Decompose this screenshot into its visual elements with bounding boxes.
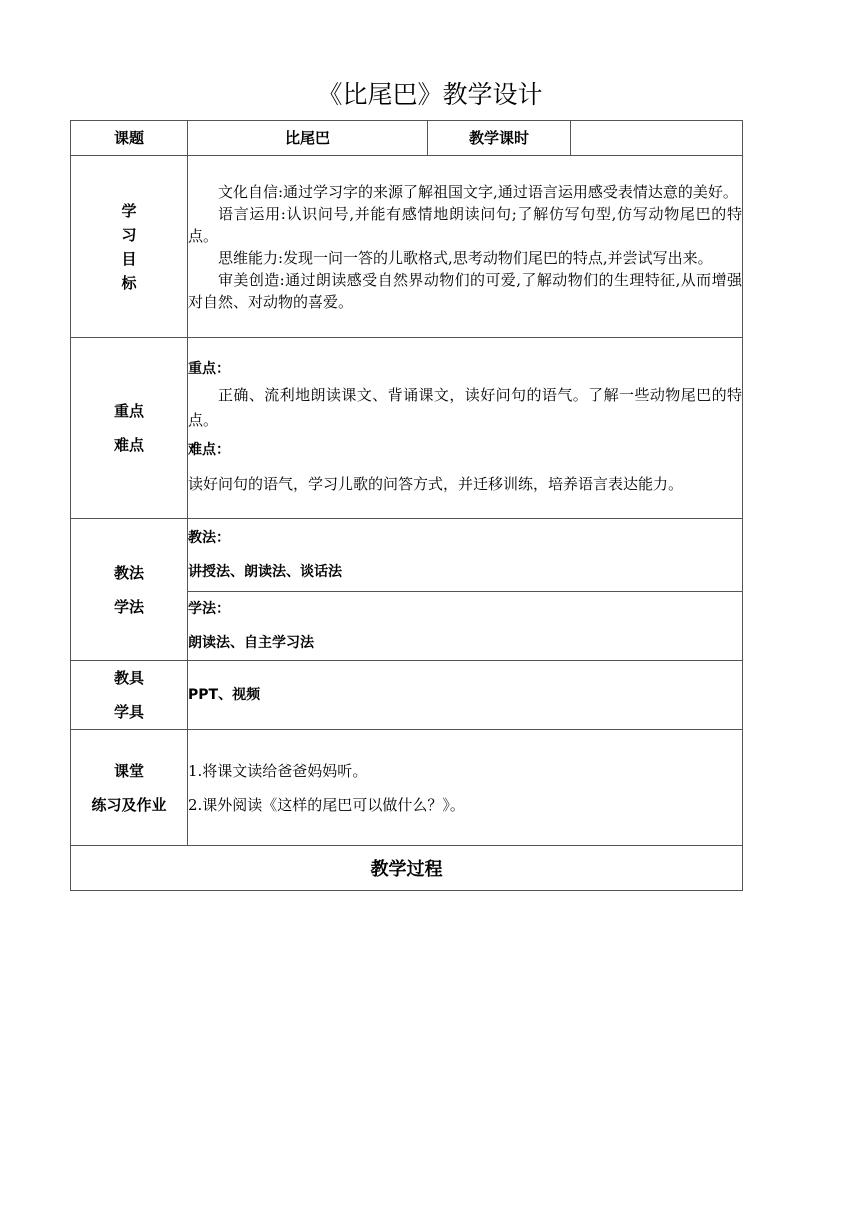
key-text: 正确、流利地朗读课文、背诵课文，读好问句的语气。了解一些动物尾巴的特点。 [188,386,742,429]
lesson-info-row [71,121,743,156]
teaching-heading: 教法： [188,530,230,546]
teaching-method-row [71,519,743,592]
objective-language: 语言运用:认识问号,并能有感情地朗读问句;了解仿写句型,仿写动物尾巴的特点。 [188,204,742,245]
topic-label: 课题 [71,121,188,156]
homework-row [71,730,743,846]
objectives-content [188,156,743,338]
tools-label: 教具 学具 [71,661,188,730]
teaching-method-content [188,519,743,592]
teaching-text: 讲授法、朗读法、谈话法 [188,564,342,580]
key-heading: 重点： [188,361,230,377]
tools-content [188,661,743,730]
lesson-plan-table [70,120,743,891]
objective-culture: 文化自信:通过学习字的来源了解祖国文字,通过语言运用感受表情达意的美好。 [218,182,738,201]
objective-aesthetic: 审美创造:通过朗读感受自然界动物们的可爱,了解动物们的生理特征,从而增强对自然、对动物的喜爱。 [188,270,742,311]
objectives-row [71,156,743,338]
process-row [71,846,743,891]
objectives-label: 学 习 目 标 [71,156,188,338]
focus-label: 重点 难点 [71,338,188,519]
difficulty-heading: 难点： [188,442,230,458]
hours-value [571,121,743,156]
tools-row [71,661,743,730]
methods-label: 教法 学法 [71,519,188,661]
process-heading: 教学过程 [71,846,743,891]
topic-value: 比尾巴 [188,121,428,156]
focus-row [71,338,743,519]
hours-label: 教学课时 [428,121,571,156]
learning-method-content [188,592,743,661]
focus-content [188,338,743,519]
difficulty-text: 读好问句的语气，学习儿歌的问答方式，并迁移训练，培养语言表达能力。 [188,475,684,493]
tools-text: PPT、视频 [188,687,261,703]
homework-content [188,730,743,846]
homework-item: 1.将课文读给爸爸妈妈听。 [188,761,368,780]
learning-heading: 学法： [188,601,230,617]
homework-item: 2.课外阅读《这样的尾巴可以做什么？》。 [188,795,465,814]
homework-label: 课堂 练习及作业 [71,730,188,846]
learning-text: 朗读法、自主学习法 [188,635,314,651]
objective-thinking: 思维能力:发现一问一答的儿歌格式,思考动物们尾巴的特点,并尝试写出来。 [218,248,713,267]
document-title: 《比尾巴》教学设计 [317,80,543,109]
